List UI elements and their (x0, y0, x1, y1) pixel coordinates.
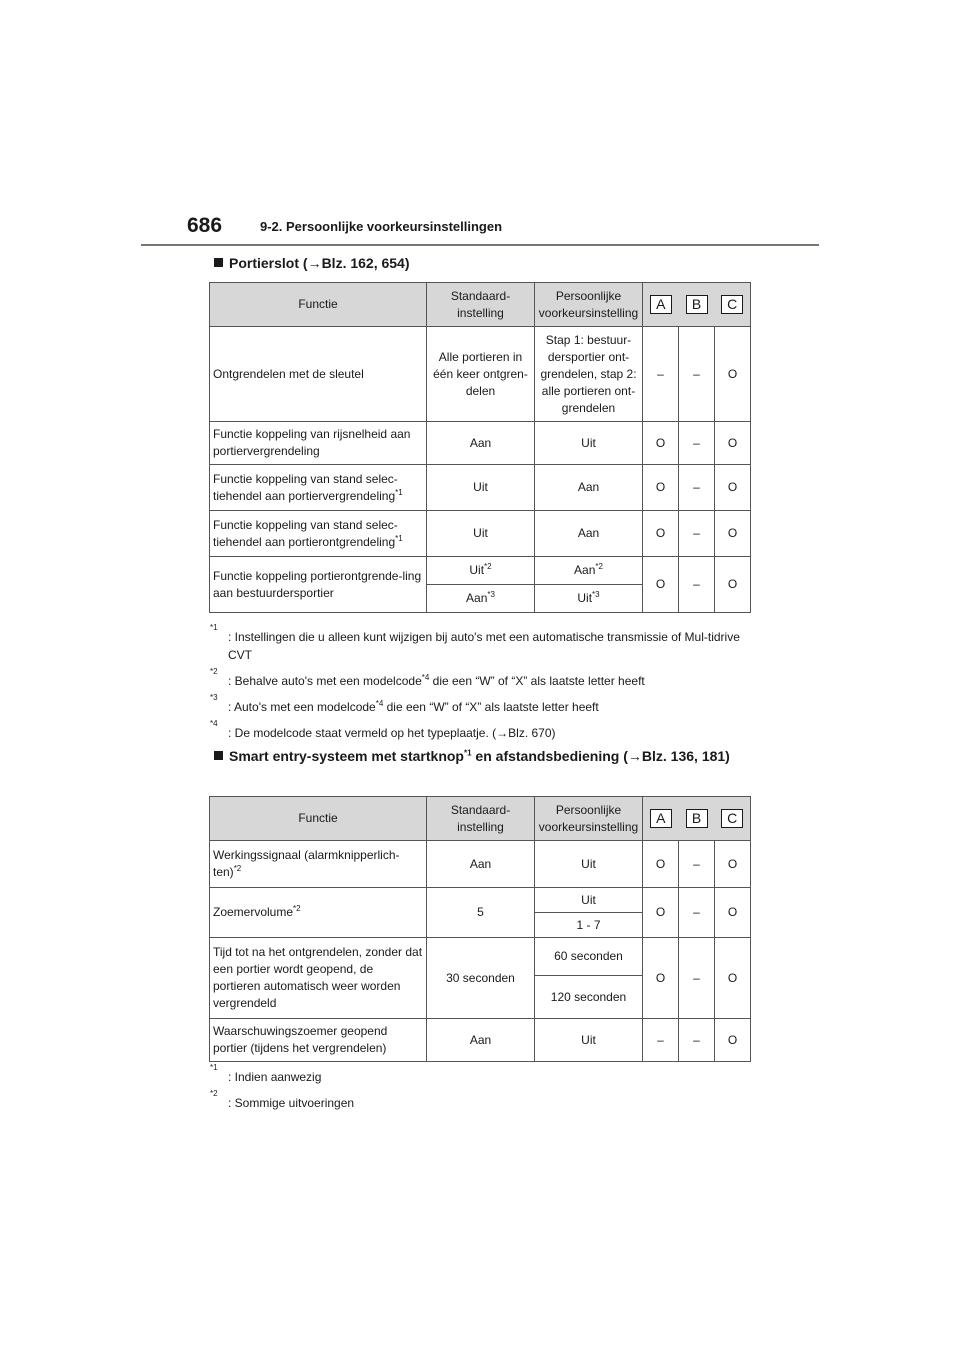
column-c-label: C (721, 809, 743, 828)
b-cell: – (679, 938, 715, 1019)
default-cell: Aan$^{*3}$ (427, 585, 535, 613)
custom-cell: 1 - 7 (535, 913, 643, 938)
function-cell: Functie koppeling van stand selec-tiehendel aan portierontgrendeling$^{*1}$ (210, 511, 427, 557)
function-cell: Ontgrendelen met de sleutel (210, 327, 427, 422)
section-title: Portierslot (→Blz. 162, 654) (229, 255, 410, 271)
column-b-label: B (686, 809, 708, 828)
function-cell: Functie koppeling van stand selec-tiehendel aan portiervergrendeling$^{*1}$ (210, 465, 427, 511)
section-heading-door-lock (214, 252, 754, 274)
function-cell: Waarschuwingszoemer geopend portier (tijdens het vergrendelen) (210, 1019, 427, 1062)
header-custom: Persoonlijke voorkeursinstelling (535, 283, 643, 327)
table-row (210, 422, 751, 465)
function-cell: Zoemervolume$^{*2}$ (210, 888, 427, 938)
header-abc (643, 283, 751, 327)
square-bullet-icon (214, 751, 223, 760)
table-row (210, 841, 751, 888)
header-default: Standaard-instelling (427, 797, 535, 841)
a-cell: – (643, 1019, 679, 1062)
function-cell: Functie koppeling van rijsnelheid aan portiervergrendeling (210, 422, 427, 465)
custom-cell: Stap 1: bestuur-dersportier ont-grendelen, stap 2: alle portieren ont-grendelen (535, 327, 643, 422)
table-row (210, 465, 751, 511)
table-row (210, 511, 751, 557)
header-function: Functie (210, 797, 427, 841)
table-row (210, 557, 751, 585)
column-a-label: A (650, 809, 672, 828)
footnote: *3 : Auto's met een modelcode$^{*4}$ die een “W” of “X” als laatste letter heeft (210, 693, 599, 714)
header-default: Standaard-instelling (427, 283, 535, 327)
footnote: *2 : Behalve auto's met een modelcode$^{*4}$ die een “W” of “X” als laatste letter heeft (210, 667, 645, 688)
b-cell: – (679, 511, 715, 557)
custom-cell: 60 seconden (535, 938, 643, 976)
a-cell: – (643, 327, 679, 422)
smart-entry-settings-table (209, 796, 751, 1062)
footnote: *2 : Sommige uitvoeringen (210, 1089, 355, 1110)
b-cell: – (679, 422, 715, 465)
c-cell: O (715, 841, 751, 888)
function-cell: Tijd tot na het ontgrendelen, zonder dat een portier wordt geopend, de portieren automatisch weer worden vergrendeld (210, 938, 427, 1019)
table-header-row (210, 283, 751, 327)
default-cell: Alle portieren in één keer ontgren-delen (427, 327, 535, 422)
c-cell: O (715, 511, 751, 557)
default-cell: Aan (427, 841, 535, 888)
a-cell: O (643, 422, 679, 465)
table-row (210, 888, 751, 913)
section-title: Smart entry-systeem met startknop$^{*1}$ en afstandsbediening (→Blz. 136, 181) (229, 748, 730, 764)
custom-cell: Uit (535, 422, 643, 465)
page-number: 686 (187, 214, 223, 237)
b-cell: – (679, 888, 715, 938)
a-cell: O (643, 557, 679, 613)
b-cell: – (679, 1019, 715, 1062)
door-lock-settings-table (209, 282, 751, 613)
default-cell: Aan (427, 1019, 535, 1062)
header-function: Functie (210, 283, 427, 327)
header-divider (141, 244, 819, 246)
table-row (210, 938, 751, 976)
b-cell: – (679, 327, 715, 422)
column-c-label: C (721, 295, 743, 314)
b-cell: – (679, 841, 715, 888)
column-a-label: A (650, 295, 672, 314)
default-cell: 5 (427, 888, 535, 938)
a-cell: O (643, 888, 679, 938)
c-cell: O (715, 465, 751, 511)
default-cell: Uit (427, 511, 535, 557)
footnote: *4 : De modelcode staat vermeld op het typeplaatje. (→Blz. 670) (210, 719, 556, 740)
function-cell: Werkingssignaal (alarmknipperlich-ten)$^{*2}$ (210, 841, 427, 888)
default-cell: Aan (427, 422, 535, 465)
table-row (210, 1019, 751, 1062)
a-cell: O (643, 938, 679, 1019)
footnote: *1 : Indien aanwezig (210, 1063, 322, 1084)
b-cell: – (679, 465, 715, 511)
c-cell: O (715, 1019, 751, 1062)
custom-cell: Uit (535, 1019, 643, 1062)
footnotes-section-2 (210, 1063, 755, 1120)
a-cell: O (643, 465, 679, 511)
square-bullet-icon (214, 258, 223, 267)
custom-cell: Uit (535, 888, 643, 913)
custom-cell: Aan$^{*2}$ (535, 557, 643, 585)
function-cell: Functie koppeling portierontgrende-ling aan bestuurdersportier (210, 557, 427, 613)
a-cell: O (643, 841, 679, 888)
custom-cell: 120 seconden (535, 976, 643, 1019)
default-cell: 30 seconden (427, 938, 535, 1019)
c-cell: O (715, 327, 751, 422)
custom-cell: Aan (535, 511, 643, 557)
c-cell: O (715, 557, 751, 613)
c-cell: O (715, 938, 751, 1019)
chapter-title: 9-2. Persoonlijke voorkeursinstellingen (260, 219, 503, 234)
section-heading-smart-entry (214, 745, 754, 767)
footnotes-section-1 (210, 623, 755, 750)
custom-cell: Uit (535, 841, 643, 888)
header-abc (643, 797, 751, 841)
a-cell: O (643, 511, 679, 557)
custom-cell: Aan (535, 465, 643, 511)
default-cell: Uit (427, 465, 535, 511)
header-custom: Persoonlijke voorkeursinstelling (535, 797, 643, 841)
c-cell: O (715, 888, 751, 938)
table-header-row (210, 797, 751, 841)
c-cell: O (715, 422, 751, 465)
custom-cell: Uit$^{*3}$ (535, 585, 643, 613)
b-cell: – (679, 557, 715, 613)
column-b-label: B (686, 295, 708, 314)
default-cell: Uit$^{*2}$ (427, 557, 535, 585)
table-row (210, 327, 751, 422)
footnote: *1 : Instellingen die u alleen kunt wijzigen bij auto's met een automatische transmissie of Mul-tidrive CVT (210, 623, 740, 662)
